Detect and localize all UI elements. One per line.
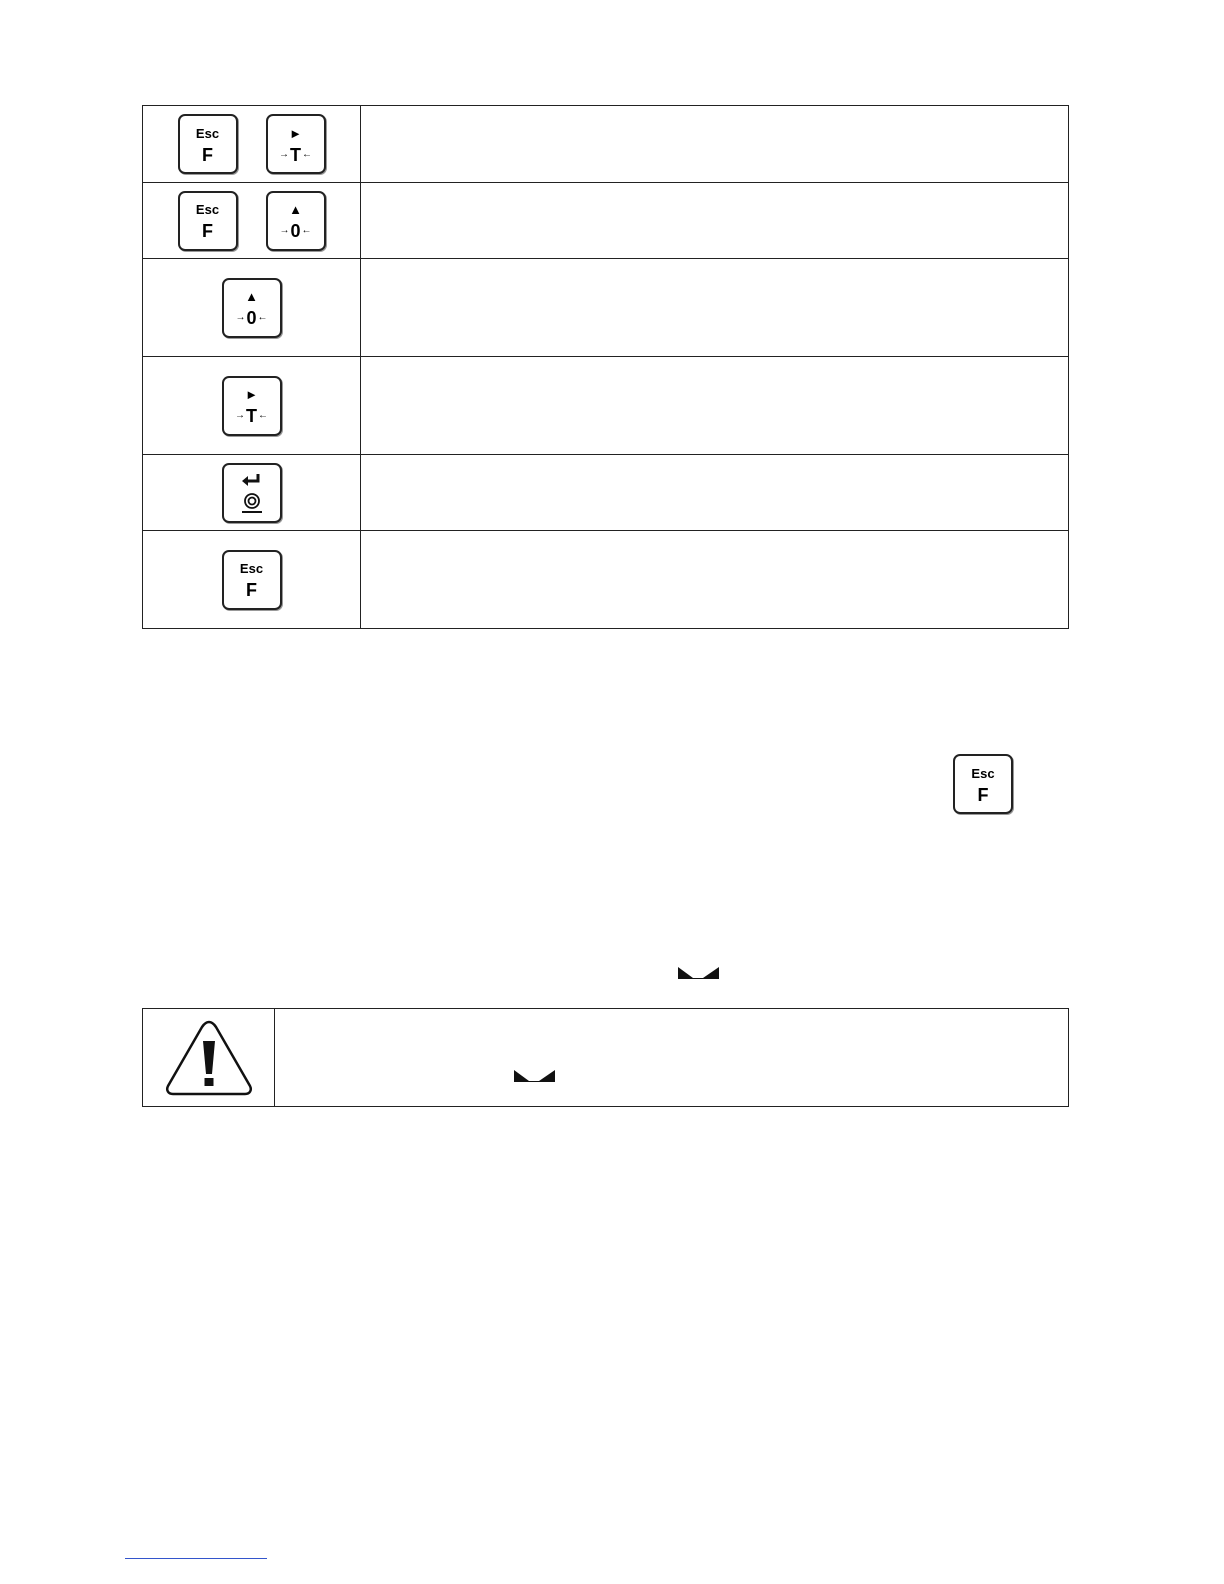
arrow-right-icon: → — [279, 148, 289, 160]
table-row — [143, 531, 1069, 629]
zero-key: ▲ → 0 ← — [222, 278, 282, 338]
keys-cell — [143, 357, 361, 455]
keys-cell — [143, 455, 361, 531]
arrow-right-icon: → — [279, 225, 290, 236]
tare-key: ► → T ← — [222, 376, 282, 436]
table-row — [143, 259, 1069, 357]
esc-f-key: Esc F — [178, 191, 238, 251]
warning-icon-cell — [143, 1009, 275, 1106]
enter-arrow-icon — [241, 472, 263, 488]
esc-f-key-inline: Esc F — [953, 754, 1013, 814]
keys-cell — [143, 183, 361, 259]
keys-cell — [143, 259, 361, 357]
arrow-left-icon: ← — [302, 148, 312, 160]
warning-triangle-icon — [163, 1018, 255, 1098]
keys-cell — [143, 106, 361, 183]
table-row — [143, 183, 1069, 259]
esc-f-key: Esc F — [222, 550, 282, 610]
description-cell — [361, 259, 1069, 357]
description-cell — [361, 455, 1069, 531]
footer-rule — [125, 1558, 267, 1559]
arrow-left-icon: ← — [258, 410, 268, 421]
description-cell — [361, 531, 1069, 629]
description-cell — [361, 106, 1069, 183]
arrow-right-icon: → — [235, 312, 246, 323]
warning-note — [142, 1008, 1069, 1107]
esc-f-key: Esc F — [178, 114, 238, 174]
arrow-right-icon: → — [235, 410, 245, 421]
enter-print-key — [222, 463, 282, 523]
description-cell — [361, 357, 1069, 455]
key-function-table — [142, 105, 1069, 629]
tare-key: ► → T ← — [266, 114, 326, 174]
print-target-icon — [240, 492, 264, 514]
display-marker-icon — [513, 1069, 557, 1083]
table-row — [143, 357, 1069, 455]
zero-key: ▲ → 0 ← — [266, 191, 326, 251]
arrow-left-icon: ← — [257, 312, 268, 323]
display-marker-icon — [677, 966, 721, 980]
arrow-left-icon: ← — [301, 225, 312, 236]
table-row — [143, 106, 1069, 183]
description-cell — [361, 183, 1069, 259]
table-row — [143, 455, 1069, 531]
keys-cell — [143, 531, 361, 629]
note-text-cell — [275, 1009, 1068, 1106]
